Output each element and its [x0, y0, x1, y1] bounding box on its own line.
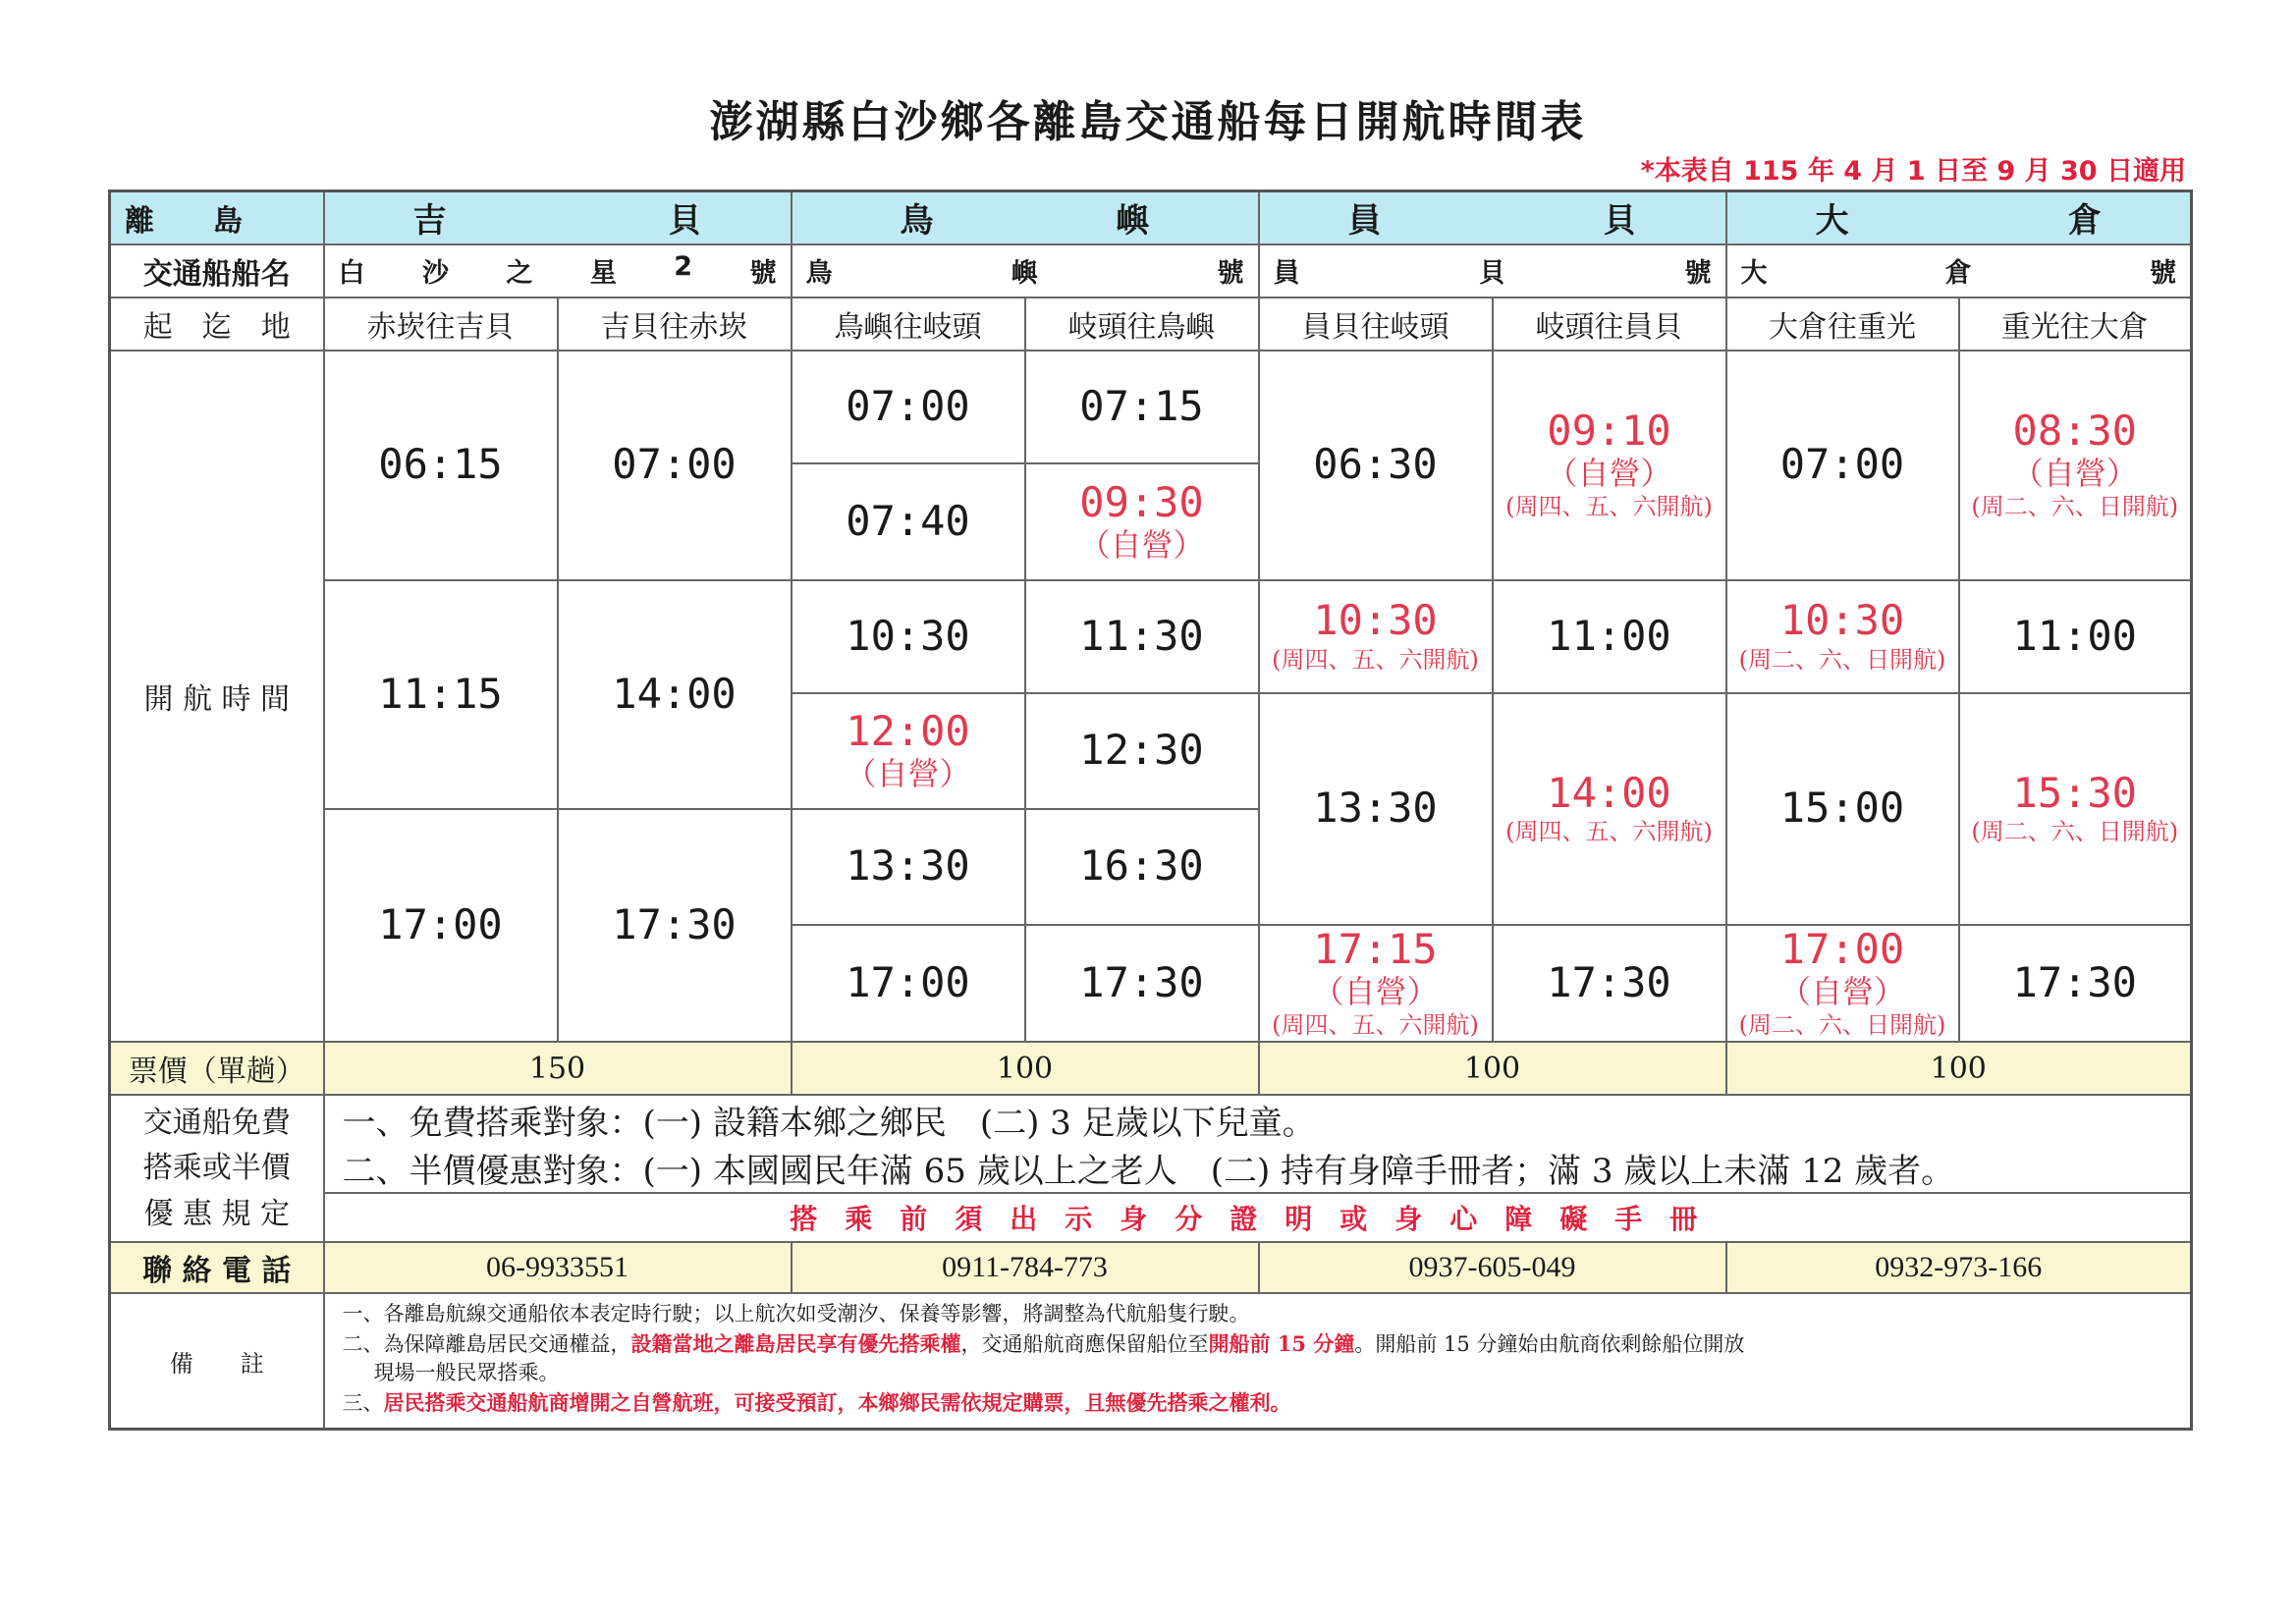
time-cell: 17:30	[1025, 925, 1259, 1043]
time-cell: 17:00	[792, 925, 1025, 1043]
time-cell: 12:30	[1025, 693, 1259, 809]
time-cell: 10:30 (周二、六、日開航)	[1726, 580, 1959, 693]
phone-jibei: 06-9933551	[324, 1242, 792, 1293]
time-cell: 14:00	[558, 580, 792, 809]
schedule-table	[108, 189, 2193, 1431]
time-cell: 10:30 (周四、五、六開航)	[1259, 580, 1493, 693]
phone-niaoyu: 0911-784-773	[792, 1242, 1259, 1293]
time-cell: 06:30	[1259, 351, 1493, 580]
rule-half: 二、半價優惠對象：(一) 本國國民年滿 65 歲以上之老人 (二) 持有身障手冊者；滿 3 歲以上未滿 12 歲者。	[324, 1144, 2192, 1193]
route-yuanbei-1: 員貝往岐頭	[1259, 298, 1493, 351]
label-notes: 備 註	[110, 1293, 324, 1429]
time-cell: 07:40	[792, 463, 1025, 580]
boat-jibei: 白 沙 之 星 2 號	[324, 244, 792, 298]
rule-id-required: 搭乘前須出示身分證明或身心障礙手冊	[324, 1193, 2192, 1242]
time-cell: 11:00	[1493, 580, 1726, 693]
time-cell: 06:15	[324, 351, 558, 580]
rules-row	[110, 1095, 2192, 1144]
price-yuanbei: 100	[1259, 1042, 1726, 1095]
time-cell: 16:30	[1025, 809, 1259, 925]
note-2: 二、為保障離島居民交通權益，設籍當地之離島居民享有優先搭乘權，交通船航商應保留船位至開船前 15 分鐘。開船前 15 分鐘始由航商依剩餘船位開放	[342, 1330, 1745, 1356]
rule-free: 一、免費搭乘對象：(一) 設籍本鄉之鄉民 (二) 3 足歲以下兒童。	[324, 1095, 2192, 1144]
time-cell: 07:00	[1726, 351, 1959, 580]
time-cell: 17:30	[1959, 925, 2192, 1043]
label-boat: 交通船船名	[110, 244, 324, 298]
time-cell: 11:15	[324, 580, 558, 809]
notes-row	[110, 1293, 2192, 1429]
island-niaoyu: 鳥 嶼	[792, 191, 1259, 244]
time-cell: 11:30	[1025, 580, 1259, 693]
price-jibei: 150	[324, 1042, 792, 1095]
page-title: 澎湖縣白沙鄉各離島交通船每日開航時間表	[709, 97, 1587, 147]
boat-dacang: 大 倉 號	[1726, 244, 2192, 298]
time-cell: 10:30	[792, 580, 1025, 693]
time-cell: 11:00	[1959, 580, 2192, 693]
time-cell: 12:00 （自營）	[792, 693, 1025, 809]
price-row	[110, 1042, 2192, 1095]
validity-note: *本表自 115 年 4 月 1 日至 9 月 30 日適用	[1640, 156, 2186, 187]
note-1: 一、各離島航線交通船依本表定時行駛；以上航次如受潮汐、保養等影響，將調整為代航船隻行駛。	[342, 1302, 1250, 1326]
time-cell: 15:30 (周二、六、日開航)	[1959, 693, 2192, 925]
label-rules: 交通船免費 搭乘或半價 優 惠 規 定	[110, 1095, 324, 1242]
time-cell: 08:30 （自營） (周二、六、日開航)	[1959, 351, 2192, 580]
time-cell: 17:15 （自營） (周四、五、六開航)	[1259, 925, 1493, 1043]
phone-row	[110, 1242, 2192, 1293]
route-niaoyu-2: 岐頭往鳥嶼	[1025, 298, 1259, 351]
price-niaoyu: 100	[792, 1042, 1259, 1095]
notes-text: 一、各離島航線交通船依本表定時行駛；以上航次如受潮汐、保養等影響，將調整為代航船隻行駛。 二、為保障離島居民交通權益，設籍當地之離島居民享有優先搭乘權，交通船航商應保留船位至開船前 15 分鐘。開船前 15 分鐘始由航商依剩餘船位開放 現場一般民眾搭乘。 三、居民搭乘交通船航商增開之自營航班，可接受預訂，本鄉鄉民需依規定購票，且無優先搭乘之權利。	[324, 1293, 2192, 1429]
time-cell: 17:30	[1493, 925, 1726, 1043]
time-row	[110, 351, 2192, 463]
boat-niaoyu: 鳥 嶼 號	[792, 244, 1259, 298]
label-phone: 聯 絡 電 話	[110, 1242, 324, 1293]
time-cell: 07:00	[792, 351, 1025, 463]
route-jibei-1: 赤崁往吉貝	[324, 298, 558, 351]
phone-yuanbei: 0937-605-049	[1259, 1242, 1726, 1293]
time-cell: 15:00	[1726, 693, 1959, 925]
label-route: 起 迄 地	[110, 298, 324, 351]
time-cell: 09:10 （自營） (周四、五、六開航)	[1493, 351, 1726, 580]
route-jibei-2: 吉貝往赤崁	[558, 298, 792, 351]
label-times: 開 航 時 間	[110, 351, 324, 1043]
route-niaoyu-1: 鳥嶼往岐頭	[792, 298, 1025, 351]
island-row	[110, 191, 2192, 244]
boat-yuanbei: 員 貝 號	[1259, 244, 1726, 298]
island-dacang: 大 倉	[1726, 191, 2192, 244]
time-cell: 14:00 (周四、五、六開航)	[1493, 693, 1726, 925]
label-price: 票價（單趟）	[110, 1042, 324, 1095]
route-dacang-2: 重光往大倉	[1959, 298, 2192, 351]
route-row	[110, 298, 2192, 351]
price-dacang: 100	[1726, 1042, 2192, 1095]
island-yuanbei: 員 貝	[1259, 191, 1726, 244]
time-cell: 13:30	[792, 809, 1025, 925]
time-cell: 13:30	[1259, 693, 1493, 925]
island-jibei: 吉 貝	[324, 191, 792, 244]
label-island: 離 島	[110, 191, 324, 244]
boat-row	[110, 244, 2192, 298]
time-cell: 17:00 （自營） (周二、六、日開航)	[1726, 925, 1959, 1043]
time-cell: 17:00	[324, 809, 558, 1043]
time-cell: 17:30	[558, 809, 792, 1043]
time-cell: 07:00	[558, 351, 792, 580]
time-cell: 09:30 （自營）	[1025, 463, 1259, 580]
phone-dacang: 0932-973-166	[1726, 1242, 2192, 1293]
route-dacang-1: 大倉往重光	[1726, 298, 1959, 351]
route-yuanbei-2: 岐頭往員貝	[1493, 298, 1726, 351]
note-3: 三、居民搭乘交通船航商增開之自營航班，可接受預訂，本鄉鄉民需依規定購票，且無優先搭乘之權利。	[342, 1389, 1291, 1415]
time-cell: 07:15	[1025, 351, 1259, 463]
